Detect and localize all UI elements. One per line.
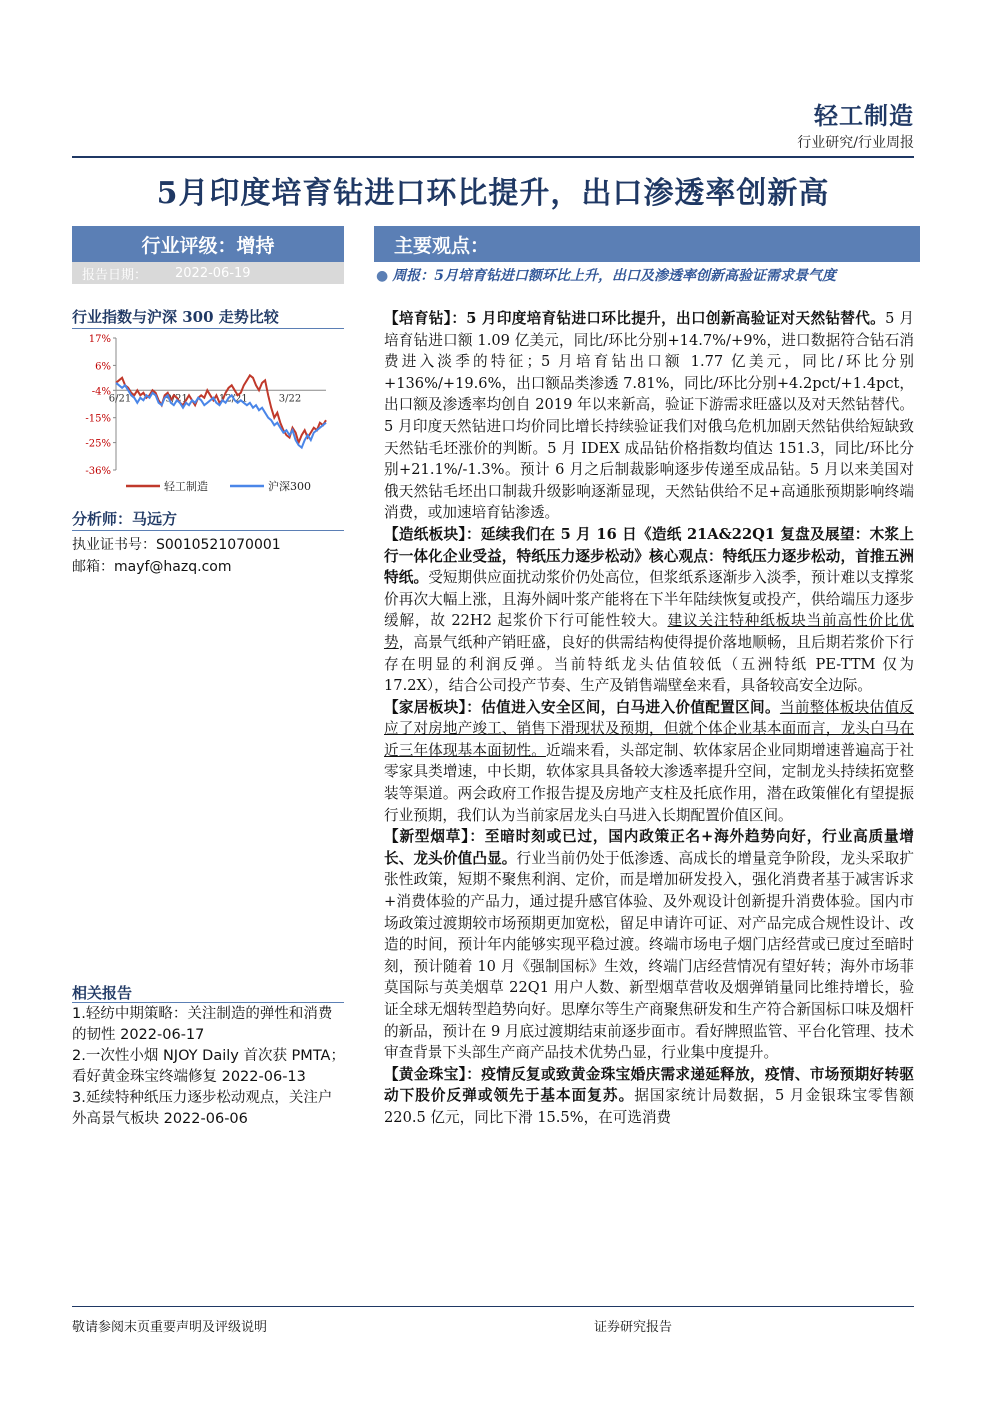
legend-label: 沪深300 xyxy=(268,480,311,493)
y-tick-label: 6% xyxy=(95,361,111,373)
y-tick-label: -4% xyxy=(91,386,111,398)
x-tick-label: 3/22 xyxy=(278,393,302,405)
x-tick-label: 9/21 xyxy=(165,393,188,405)
email-row xyxy=(72,556,231,576)
header-divider xyxy=(72,156,914,158)
weekly-summary-text: 周报：5月培育钻进口额环比上升，出口及渗透率创新高验证需求景气度 xyxy=(392,268,836,284)
report-title: 5月印度培育钻进口环比提升，出口渗透率创新高 xyxy=(156,176,830,211)
report-body xyxy=(384,308,914,1129)
paragraph-lab-diamond: 【培育钻】：5 月印度培育钻进口环比提升，出口创新高验证对天然钻替代。5 月培育钻进口额 1.09 亿美元，同比/环比分别+14.7%/+9%，进口数据符合钻石消费进入淡季的特征；5 月培育钻出口额 1.77 亿美元，同比/环比分别+136%/+19.6%，出口额品类渗透 7.81%，同比/环比分别+4.2pct/+1.4pct，出口额及渗透率均创自 2019 年以来新高，验证下游需求旺盛以及对天然钻替代。5 月印度天然钻进口均价同比增长持续验证我们对俄乌危机加剧天然钻供给短缺致天然钻毛坯涨价的判断。5 月 IDEX 成品钻价格指数均值达 151.3，同比/环比分别+21.1%/-1.3%。预计 6 月之后制裁影响逐步传递至成品钻。5 月以来美国对俄天然钻毛坯出口制裁升级影响逐渐显现，天然钻供给不足+高通胀预期影响终端消费，或加速培育钻渗透。 xyxy=(384,310,914,522)
related-reports-title: 相关报告 xyxy=(72,984,133,1002)
related-report-item[interactable]: 3.延续特种纸压力逐步松动观点，关注户外高景气板块 2022-06-06 xyxy=(72,1090,333,1127)
y-tick-label: -15% xyxy=(85,413,111,425)
series-line-light-industry xyxy=(116,375,326,442)
report-date xyxy=(72,262,344,284)
cert-label: 执业证书号： xyxy=(72,537,156,553)
related-reports-list xyxy=(72,1004,346,1130)
weekly-summary xyxy=(376,265,916,287)
paragraph-ecig: 【新型烟草】：至暗时刻或已过，国内政策正名+海外趋势向好，行业高质量增长、龙头价值凸显。行业当前仍处于低渗透、高成长的增量竞争阶段，龙头采取扩张性政策，短期不聚焦利润、定价，而是增加研发投入，强化消费者基于减害诉求+消费体验的产品力，通过提升感官体验、及外观设计创新提升消费体验。国内市场政策过渡期较市场预期更加宽松，留足申请许可证、对产品完成合规性设计、改造的时间，预计年内能够实现平稳过渡。终端市场电子烟门店经营或已度过至暗时刻，预计随着 10 月《强制国标》生效，终端门店经营情况有望好转；海外市场菲莫国际与英美烟草 22Q1 用户人数、新型烟草营收及烟弹销量同比维持增长，验证全球无烟转型趋势向好。思摩尔等生产商聚焦研发和生产符合新国标口味及烟杆的新品，预计在 9 月底过渡期结束前逐步面市。看好牌照监管、平台化管理、技术审查背景下头部生产商产品技术优势凸显，行业集中度提升。 xyxy=(384,828,914,1062)
report-date-value: 2022-06-19 xyxy=(175,265,251,281)
email-link[interactable]: mayf@hazq.com xyxy=(114,559,232,575)
analyst-divider xyxy=(72,530,344,531)
related-divider xyxy=(72,1002,344,1003)
footer-divider xyxy=(72,1306,914,1307)
analyst-title: 分析师：马远方 xyxy=(72,510,178,528)
x-tick-label: 12/21 xyxy=(218,393,248,405)
report-type: 行业研究/行业周报 xyxy=(797,135,914,151)
cert-value: S0010521070001 xyxy=(156,537,281,553)
y-tick-label: 17% xyxy=(88,334,111,345)
main-views-header xyxy=(374,226,920,262)
paragraph-paper: 【造纸板块】：延续我们在 5 月 16 日《造纸 21A&22Q1 复盘及展望：木浆上行一体化企业受益，特纸压力逐步松动》核心观点：特纸压力逐步松动，首推五洲特纸。受短期供应面扰动浆价仍处高位，但浆纸系逐渐步入淡季，预计难以支撑浆价再次大幅上涨，且海外阔叶浆产能将在下半年陆续恢复或投产，供给端压力逐步缓解，故 22H2 起浆价下行可能性较大。建议关注特种纸板块当前高性价比优势，高景气纸种产销旺盛，良好的供需结构使得提价落地顺畅，且后期若浆价下行存在明显的利润反弹。当前特纸龙头估值较低（五洲特纸 PE-TTM 仅为 17.2X），结合公司投产节奏、生产及销售端壁垒来看，具备较高安全边际。 xyxy=(384,525,914,695)
industry-rating: 行业评级：增持 xyxy=(72,226,344,262)
legend-label: 轻工制造 xyxy=(164,480,208,493)
bullet-icon: ● xyxy=(376,268,389,284)
y-tick-label: -25% xyxy=(85,438,111,450)
report-date-label: 报告日期： xyxy=(82,267,148,283)
chart-title-divider xyxy=(72,328,344,329)
main-views-title: 主要观点： xyxy=(394,234,490,257)
email-label: 邮箱： xyxy=(72,559,114,575)
cert-row xyxy=(72,534,281,554)
y-tick-label: -36% xyxy=(85,466,111,477)
index-comparison-chart xyxy=(72,330,344,500)
report-category: 证券研究报告 xyxy=(594,1320,673,1335)
chart-title: 行业指数与沪深 300 走势比较 xyxy=(72,308,279,326)
related-report-item[interactable]: 2.一次性小烟 NJOY Daily 首次获 PMTA；看好黄金珠宝终端修复 2022-06-13 xyxy=(72,1048,345,1085)
related-report-item[interactable]: 1.轻纺中期策略：关注制造的弹性和消费的韧性 2022-06-17 xyxy=(72,1006,333,1043)
paragraph-jewelry: 【黄金珠宝】：疫情反复或致黄金珠宝婚庆需求递延释放，疫情、市场预期好转驱动下股价反弹或领先于基本面复苏。据国家统计局数据，5 月金银珠宝零售额 220.5 亿元，同比下滑 15.5%，在可选消费 xyxy=(384,1065,914,1126)
paragraph-home: 【家居板块】：估值进入安全区间，白马进入价值配置区间。当前整体板块估值反应了对房地产竣工、销售下滑现状及预期，但就个体企业基本面而言，龙头白马在近三年体现基本面韧性。近端来看，头部定制、软体家居企业同期增速普遍高于社零家具类增速，中长期，软体家具具备较大渗透率提升空间，定制龙头持续拓宽整装等渠道。两会政府工作报告提及房地产支柱及托底作用，潜在政策催化有望提振行业预期，我们认为当前家居龙头白马进入长期配置价值区间。 xyxy=(384,698,914,824)
disclaimer-note: 敬请参阅末页重要声明及评级说明 xyxy=(72,1320,268,1335)
x-tick-label: 6/21 xyxy=(108,393,132,405)
sector-title: 轻工制造 xyxy=(814,101,914,130)
